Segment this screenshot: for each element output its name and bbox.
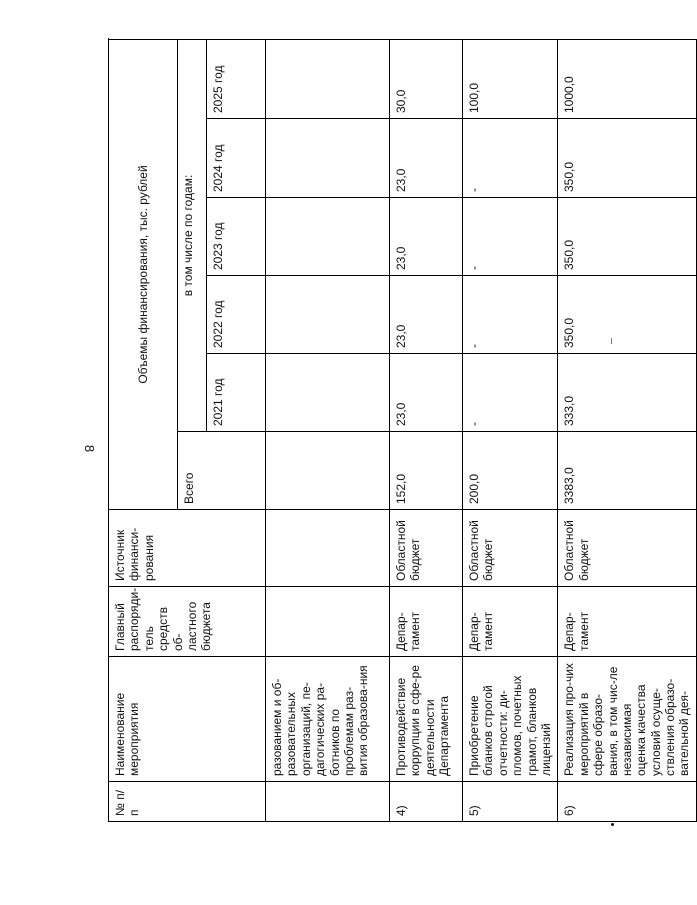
header-year-2024: 2024 год (207, 119, 266, 198)
scan-dot (611, 823, 614, 826)
cell-2024: 23,0 (390, 119, 463, 198)
table-row (463, 40, 558, 822)
header-year-2021: 2021 год (207, 354, 266, 432)
header-total: Всего (178, 432, 266, 510)
cell-2023: - (463, 198, 558, 276)
header-year-2025: 2025 год (207, 40, 266, 119)
cell-total: 3383,0 (558, 432, 697, 510)
cell-name: Реализация про-чих мероприятий в сфере образо-вания, в том чис-ле независимая оценка качества условий осуще-ствления образо-вательной дея- (558, 657, 697, 782)
header-name: Наименование мероприятия (109, 657, 266, 782)
cell-name: Противодействие коррупции в сфе-ре деятельности Департамента (390, 657, 463, 782)
cell-total: 152,0 (390, 432, 463, 510)
cell-total (266, 432, 390, 510)
header-volumes: Объемы финансирования, тыс. рублей (109, 40, 178, 510)
header-manager: Главный распоряди-тель средств об-ластного бюджета (109, 587, 266, 657)
cell-2025: 1000,0 (558, 40, 697, 119)
header-year-2023: 2023 год (207, 198, 266, 276)
cell-2022 (266, 276, 390, 354)
table-row (390, 40, 463, 822)
cell-source: Областной бюджет (558, 510, 697, 587)
cell-manager: Депар-тамент (558, 587, 697, 657)
rotated-table-sheet (108, 0, 692, 822)
header-num: № п/п (109, 782, 266, 822)
cell-num (266, 782, 390, 822)
cell-source: Областной бюджет (463, 510, 558, 587)
cell-2024 (266, 119, 390, 198)
cell-2021 (266, 354, 390, 432)
cell-2024: - (463, 119, 558, 198)
cell-name: Приобретение бланков строгой отчетности: ди-пломов, почетных грамот, бланков лицензий (463, 657, 558, 782)
cell-manager: Депар-тамент (390, 587, 463, 657)
cell-name: разованием и об-разовательных организаций, пе-дагогических ра-ботников по проблемам раз-вития образова-ния (266, 657, 390, 782)
financing-table (108, 39, 697, 822)
cell-2021: - (463, 354, 558, 432)
page-number: 8 (82, 444, 98, 453)
cell-2022: 23,0 (390, 276, 463, 354)
cell-manager (266, 587, 390, 657)
cell-2022: - (463, 276, 558, 354)
cell-2023: 23,0 (390, 198, 463, 276)
header-by-years: в том числе по годам: (178, 40, 207, 432)
cell-manager: Депар-тамент (463, 587, 558, 657)
cell-2023 (266, 198, 390, 276)
cell-2025: 100,0 (463, 40, 558, 119)
cell-2023: 350,0 (558, 198, 697, 276)
cell-2021: 23,0 (390, 354, 463, 432)
cell-num: 4) (390, 782, 463, 822)
cell-2021: 333,0 (558, 354, 697, 432)
cell-2024: 350,0 (558, 119, 697, 198)
cell-num: 6) (558, 782, 697, 822)
cell-2025 (266, 40, 390, 119)
cell-num: 5) (463, 782, 558, 822)
cell-2022: 350,0 (558, 276, 697, 354)
table-row (558, 40, 697, 822)
cell-2025: 30,0 (390, 40, 463, 119)
cell-source (266, 510, 390, 587)
header-source: Источник финанси-рования (109, 510, 266, 587)
table-row (266, 40, 390, 822)
header-year-2022: 2022 год (207, 276, 266, 354)
cell-total: 200,0 (463, 432, 558, 510)
cell-source: Областной бюджет (390, 510, 463, 587)
